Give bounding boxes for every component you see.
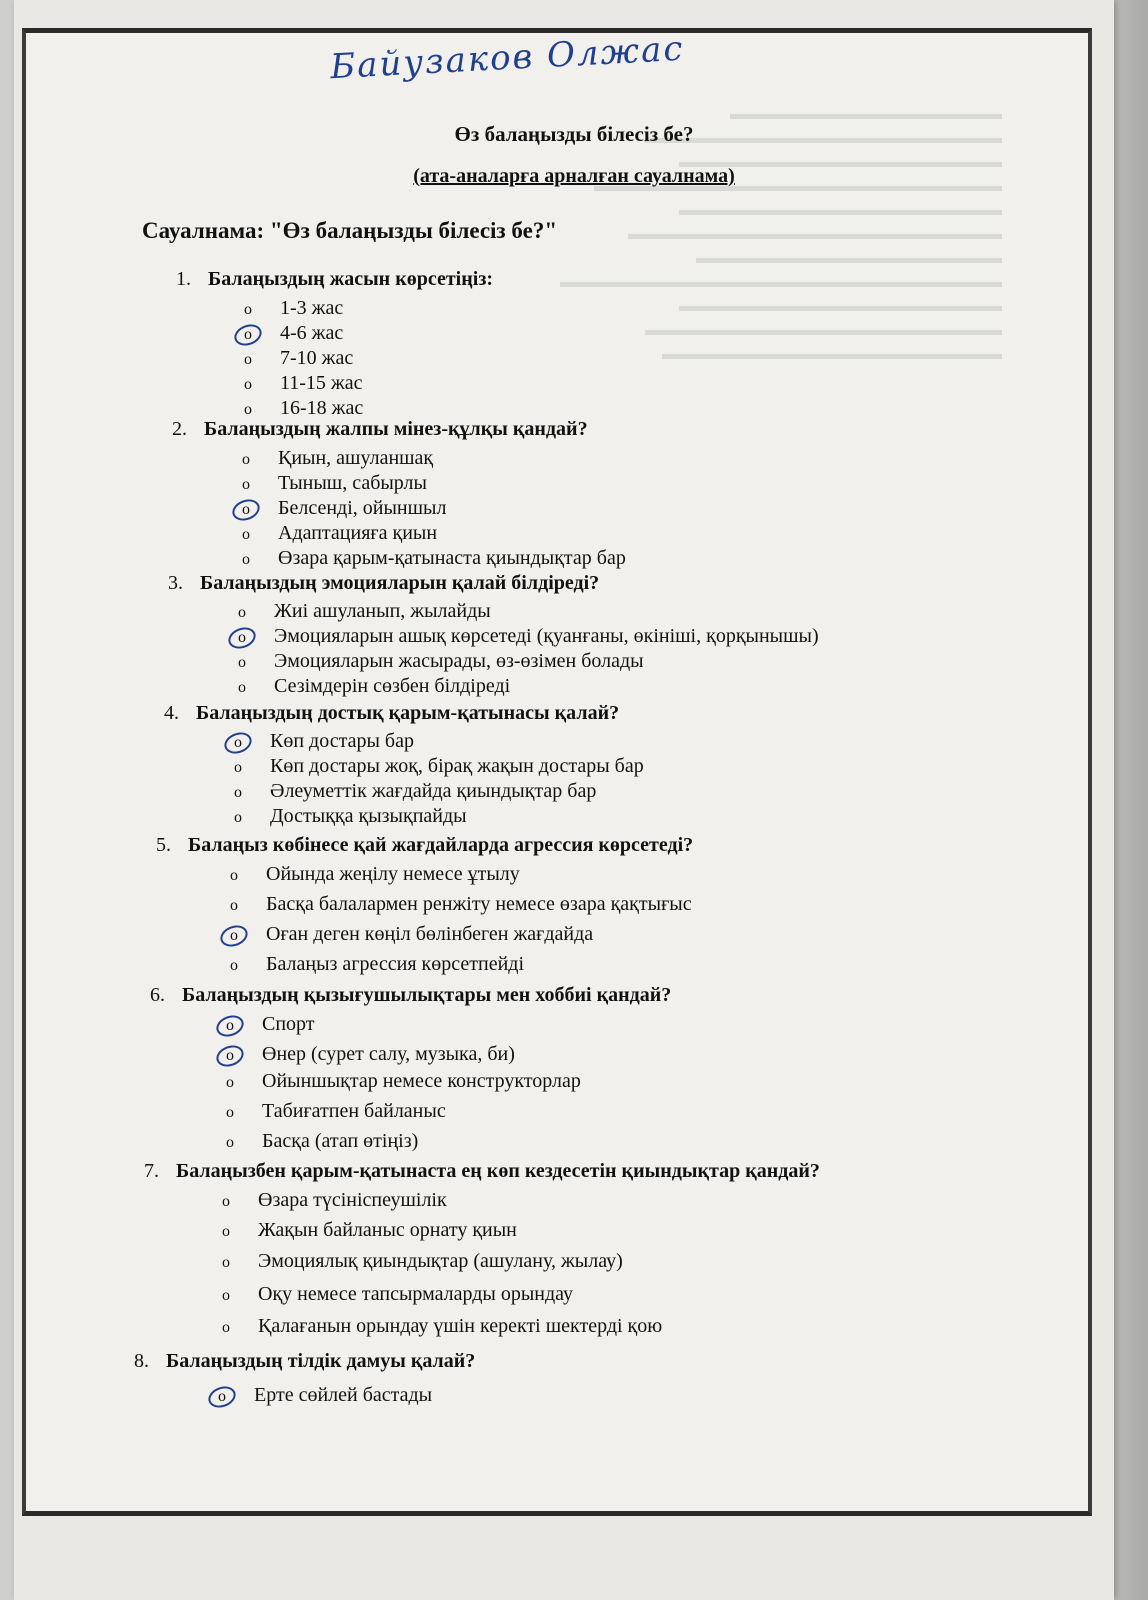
- answer-option[interactable]: [230, 953, 524, 976]
- answer-option[interactable]: [242, 472, 427, 495]
- option-label: Әлеуметтік жағдайда қиындықтар бар: [270, 780, 597, 802]
- option-bullet: o: [244, 301, 252, 318]
- option-bullet: o: [222, 1223, 230, 1240]
- option-bullet: o: [238, 629, 246, 646]
- option-label: Оған деген көңіл бөлінбеген жағдайда: [266, 923, 594, 945]
- handwritten-signature: Байузаков Олжас: [329, 28, 686, 88]
- answer-option[interactable]: [242, 547, 626, 570]
- option-label: Оқу немесе тапсырмаларды орындау: [258, 1283, 574, 1305]
- option-label: Көп достары бар: [270, 730, 414, 752]
- option-label: Ерте сөйлей бастады: [254, 1384, 433, 1406]
- option-label: Қалағанын орындау үшін керекті шектерді қою: [258, 1315, 663, 1337]
- option-bullet: o: [242, 476, 250, 493]
- option-label: Өзара қарым-қатынаста қиындықтар бар: [278, 547, 626, 569]
- option-label: Өнер (сурет салу, музыка, би): [262, 1043, 515, 1065]
- option-bullet: o: [242, 501, 250, 518]
- option-label: Көп достары жоқ, бірақ жақын достары бар: [270, 755, 644, 777]
- question-text: Балаңыздың тілдік дамуы қалай?: [166, 1350, 476, 1372]
- question-3: [168, 572, 599, 595]
- answer-option[interactable]: [244, 397, 363, 420]
- option-label: Қиын, ашуланшақ: [278, 447, 434, 469]
- question-7: [144, 1160, 820, 1183]
- option-bullet: o: [222, 1287, 230, 1304]
- answer-option[interactable]: [242, 522, 437, 545]
- answer-option[interactable]: [244, 347, 353, 370]
- answer-option[interactable]: [234, 780, 596, 803]
- option-label: Спорт: [262, 1013, 315, 1035]
- answer-option[interactable]: [222, 1315, 662, 1338]
- option-bullet: o: [230, 927, 238, 944]
- answer-option[interactable]: [226, 1100, 446, 1123]
- question-8: [134, 1350, 475, 1373]
- question-6: [150, 984, 671, 1007]
- answer-option[interactable]: [238, 675, 510, 698]
- option-label: Эмоцияларын ашық көрсетеді (қуанғаны, өкініші, қорқынышы): [274, 625, 819, 647]
- option-label: Ойында жеңілу немесе ұтылу: [266, 863, 520, 885]
- option-label: Белсенді, ойыншыл: [278, 497, 447, 519]
- answer-option[interactable]: [230, 923, 593, 946]
- option-label: Ойыншықтар немесе конструкторлар: [262, 1070, 581, 1092]
- option-label: Басқа (атап өтіңіз): [262, 1130, 419, 1152]
- option-label: Балаңыз агрессия көрсетпейді: [266, 953, 525, 975]
- question-number: 3.: [168, 572, 183, 594]
- question-text: Балаңыздың жалпы мінез-құлқы қандай?: [204, 418, 588, 440]
- question-2: [172, 418, 588, 441]
- option-bullet: o: [226, 1017, 234, 1034]
- answer-option[interactable]: [244, 297, 343, 320]
- question-1: [176, 268, 493, 291]
- option-label: Тыныш, сабырлы: [278, 472, 427, 494]
- option-label: 11-15 жас: [280, 372, 363, 394]
- question-text: Балаңыздың жасын көрсетіңіз:: [208, 268, 494, 290]
- answer-option[interactable]: [234, 755, 644, 778]
- answer-option[interactable]: [230, 893, 692, 916]
- question-number: 7.: [144, 1160, 159, 1182]
- option-bullet: o: [222, 1319, 230, 1336]
- option-label: Эмоциялық қиындықтар (ашулану, жылау): [258, 1250, 623, 1272]
- answer-option[interactable]: [222, 1189, 447, 1212]
- option-label: 1-3 жас: [280, 297, 344, 319]
- page-subtitle: (ата-аналарға арналған сауалнама): [413, 165, 735, 187]
- option-bullet: o: [226, 1104, 234, 1121]
- answer-option[interactable]: [244, 372, 363, 395]
- option-label: Достыққа қызықпайды: [270, 805, 467, 827]
- option-label: 16-18 жас: [280, 397, 364, 419]
- question-text: Балаңызбен қарым-қатынаста ең көп кездесетін қиындықтар қандай?: [176, 1160, 820, 1182]
- option-bullet: o: [242, 451, 250, 468]
- option-bullet: o: [222, 1193, 230, 1210]
- option-bullet: o: [238, 654, 246, 671]
- answer-option[interactable]: [222, 1250, 623, 1273]
- question-text: Балаңыз көбінесе қай жағдайларда агрессия көрсетеді?: [188, 834, 694, 856]
- option-bullet: o: [244, 376, 252, 393]
- survey-heading: Сауалнама: "Өз балаңызды білесіз бе?": [142, 218, 558, 243]
- answer-option[interactable]: [238, 650, 644, 673]
- page-title: Өз балаңызды білесіз бе?: [454, 122, 694, 146]
- question-text: Балаңыздың достық қарым-қатынасы қалай?: [196, 702, 620, 724]
- option-label: Басқа балалармен ренжіту немесе өзара қақтығыс: [266, 893, 692, 915]
- option-bullet: o: [230, 897, 238, 914]
- option-label: Жақын байланыс орнату қиын: [258, 1219, 517, 1241]
- question-text: Балаңыздың қызығушылықтары мен хоббиі қандай?: [182, 984, 672, 1006]
- answer-option[interactable]: [230, 863, 520, 886]
- option-bullet: o: [222, 1254, 230, 1271]
- option-bullet: o: [234, 809, 242, 826]
- option-bullet: o: [244, 401, 252, 418]
- question-number: 1.: [176, 268, 191, 290]
- answer-option[interactable]: [226, 1130, 418, 1153]
- option-bullet: o: [242, 526, 250, 543]
- option-label: Табиғатпен байланыс: [262, 1100, 446, 1122]
- answer-option[interactable]: [234, 730, 414, 753]
- option-label: 7-10 жас: [280, 347, 354, 369]
- answer-option[interactable]: [234, 805, 467, 828]
- option-bullet: o: [244, 351, 252, 368]
- option-bullet: o: [226, 1047, 234, 1064]
- answer-option[interactable]: [242, 497, 446, 520]
- question-number: 6.: [150, 984, 165, 1006]
- answer-option[interactable]: [238, 625, 819, 648]
- option-bullet: o: [234, 734, 242, 751]
- question-number: 8.: [134, 1350, 149, 1372]
- option-bullet: o: [234, 784, 242, 801]
- answer-option[interactable]: [226, 1043, 515, 1066]
- option-bullet: o: [226, 1134, 234, 1151]
- question-5: [156, 834, 693, 857]
- option-bullet: o: [230, 867, 238, 884]
- answer-option[interactable]: [222, 1283, 573, 1306]
- option-bullet: o: [230, 957, 238, 974]
- option-bullet: o: [226, 1074, 234, 1091]
- question-number: 5.: [156, 834, 171, 856]
- option-bullet: o: [234, 759, 242, 776]
- option-bullet: o: [218, 1388, 226, 1405]
- option-bullet: o: [242, 551, 250, 568]
- question-number: 2.: [172, 418, 187, 440]
- option-bullet: o: [244, 326, 252, 343]
- option-label: Жиі ашуланып, жылайды: [274, 600, 491, 622]
- option-bullet: o: [238, 604, 246, 621]
- option-label: Эмоцияларын жасырады, өз-өзімен болады: [274, 650, 644, 672]
- question-4: [164, 702, 619, 725]
- question-text: Балаңыздың эмоцияларын қалай білдіреді?: [200, 572, 600, 594]
- option-label: 4-6 жас: [280, 322, 344, 344]
- answer-option[interactable]: [218, 1384, 432, 1407]
- option-label: Сезімдерін сөзбен білдіреді: [274, 675, 511, 697]
- answer-option[interactable]: [238, 600, 491, 623]
- option-bullet: o: [238, 679, 246, 696]
- answer-option[interactable]: [242, 447, 433, 470]
- option-label: Адаптацияға қиын: [278, 522, 438, 544]
- answer-option[interactable]: [222, 1219, 517, 1242]
- option-label: Өзара түсініспеушілік: [258, 1189, 447, 1211]
- background-edge: [1108, 0, 1148, 1600]
- question-number: 4.: [164, 702, 179, 724]
- answer-option[interactable]: [226, 1070, 581, 1093]
